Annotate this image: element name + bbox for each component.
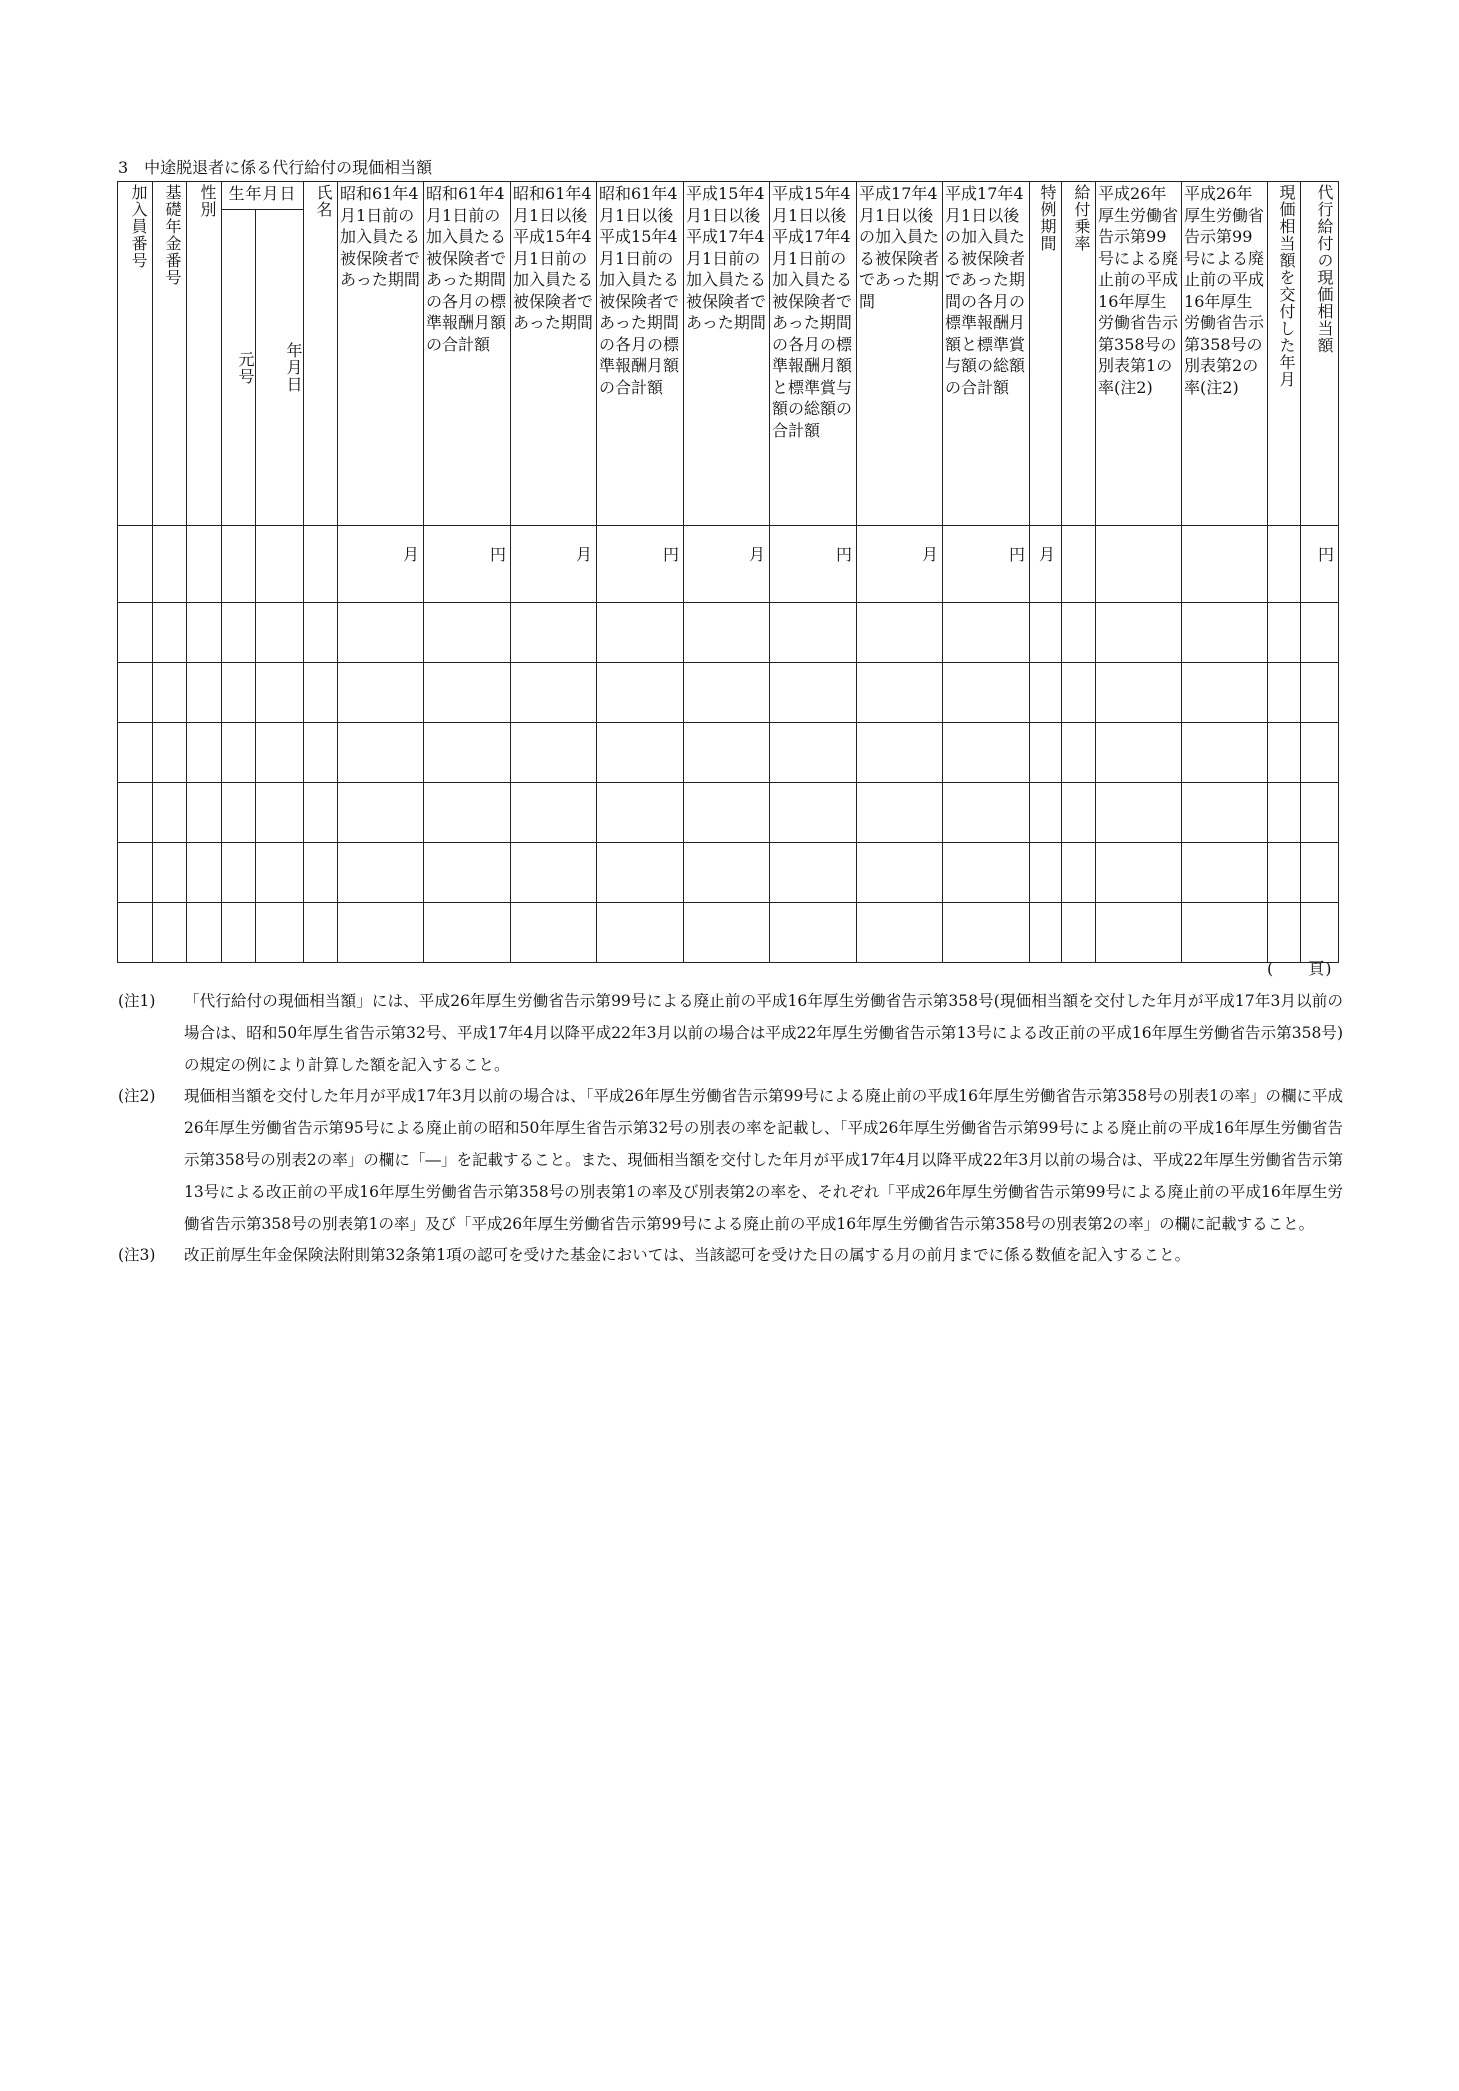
note-label: (注1): [118, 992, 156, 1010]
table-row: [118, 723, 1339, 783]
table-row: [118, 603, 1339, 663]
table-row: [118, 663, 1339, 723]
note-2: [118, 1081, 1343, 1240]
note-label: (注3): [118, 1246, 156, 1265]
header-birth-date: 生年月日: [222, 182, 304, 210]
header-total-after-h17: 平成17年4月1日以後の加入員たる被保険者であった期間の各月の標準報酬月額と標準賞与額の総額の合計額: [943, 182, 1030, 526]
notes-section: [118, 986, 1343, 1272]
note-text: 改正前厚生年金保険法附則第32条第1項の認可を受けた基金においては、当該認可を受けた日の属する月の前月までに係る数値を記入すること。: [184, 1246, 1191, 1265]
header-total-h15-h17: 平成15年4月1日以後平成17年4月1日前の加入員たる被保険者であった期間の各月の標準報酬月額と標準賞与額の総額の合計額: [770, 182, 857, 526]
header-special-period: 特例期間: [1030, 182, 1062, 526]
page-number-label: ( 頁): [1267, 959, 1333, 978]
table-row: [118, 903, 1339, 963]
unit-yen[interactable]: 円: [597, 526, 684, 603]
header-present-value: 代行給付の現価相当額: [1301, 182, 1339, 526]
note-label: (注2): [118, 1087, 156, 1106]
unit-yen[interactable]: 円: [424, 526, 511, 603]
header-rate-table1: 平成26年厚生労働省告示第99号による廃止前の平成16年厚生労働省告示第358号の別表第1の率(注2): [1096, 182, 1182, 526]
header-name: 氏名: [304, 182, 338, 526]
header-benefit-multiplier: 給付乗率: [1062, 182, 1096, 526]
unit-yen[interactable]: 円: [943, 526, 1030, 603]
unit-month[interactable]: 月: [1030, 526, 1062, 603]
unit-month[interactable]: 月: [511, 526, 597, 603]
unit-month[interactable]: 月: [338, 526, 424, 603]
header-period-s61-h15: 昭和61年4月1日以後平成15年4月1日前の加入員たる被保険者であった期間: [511, 182, 597, 526]
table-row: [118, 843, 1339, 903]
unit-month[interactable]: 月: [857, 526, 943, 603]
header-era: 元号: [222, 210, 256, 526]
header-period-h15-h17: 平成15年4月1日以後平成17年4月1日前の加入員たる被保険者であった期間: [684, 182, 770, 526]
table-row: [118, 783, 1339, 843]
header-basic-pension-number: 基礎年金番号: [153, 182, 187, 526]
header-member-number: 加入員番号: [118, 182, 153, 526]
note-1: [118, 986, 1343, 1081]
unit-month[interactable]: 月: [684, 526, 770, 603]
header-year-month-day: 年月日: [256, 210, 304, 526]
unit-yen[interactable]: 円: [1301, 526, 1339, 603]
header-period-after-h17: 平成17年4月1日以後の加入員たる被保険者であった期間: [857, 182, 943, 526]
header-period-before-s61: 昭和61年4月1日前の加入員たる被保険者であった期間: [338, 182, 424, 526]
unit-yen[interactable]: 円: [770, 526, 857, 603]
unit-row: [118, 526, 1339, 603]
note-text: 現価相当額を交付した年月が平成17年3月以前の場合は、「平成26年厚生労働省告示第99号による廃止前の平成16年厚生労働省告示第358号の別表1の率」の欄に平成26年厚生労働省告示第95号による廃止前の昭和50年厚生省告示第32号の別表の率を記載し、「平成26年厚生労働省告示第99号による廃止前の平成16年厚生労働省告示第358号の別表2の率」の欄に「―」を記載すること。また、現価相当額を交付した年月が平成17年4月以降平成22年3月以前の場合は、平成22年厚生労働省告示第13号による改正前の平成16年厚生労働省告示第358号の別表第1の率及び別表第2の率を、それぞれ「平成26年厚生労働省告示第99号による廃止前の平成16年厚生労働省告示第358号の別表第1の率」及び「平成26年厚生労働省告示第99号による廃止前の平成16年厚生労働省告示第358号の別表第2の率」の欄に記載すること。: [184, 1087, 1344, 1233]
header-total-s61-h15: 昭和61年4月1日以後平成15年4月1日前の加入員たる被保険者であった期間の各月の標準報酬月額の合計額: [597, 182, 684, 526]
note-3: [118, 1240, 1343, 1272]
section-title: 3 中途脱退者に係る代行給付の現価相当額: [118, 158, 433, 177]
note-text: 「代行給付の現価相当額」には、平成26年厚生労働省告示第99号による廃止前の平成16年厚生労働省告示第358号(現価相当額を交付した年月が平成17年3月以前の場合は、昭和50年厚生省告示第32号、平成17年4月以降平成22年3月以前の場合は平成22年厚生労働省告示第13号による改正前の平成16年厚生労働省告示第358号)の規定の例により計算した額を記入すること。: [184, 992, 1343, 1074]
header-rate-table2: 平成26年厚生労働省告示第99号による廃止前の平成16年厚生労働省告示第358号の別表第2の率(注2): [1182, 182, 1268, 526]
header-delivered-year-month: 現価相当額を交付した年月: [1268, 182, 1301, 526]
header-total-before-s61: 昭和61年4月1日前の加入員たる被保険者であった期間の各月の標準報酬月額の合計額: [424, 182, 511, 526]
header-sex: 性別: [187, 182, 222, 526]
present-value-form-table: [117, 181, 1339, 963]
